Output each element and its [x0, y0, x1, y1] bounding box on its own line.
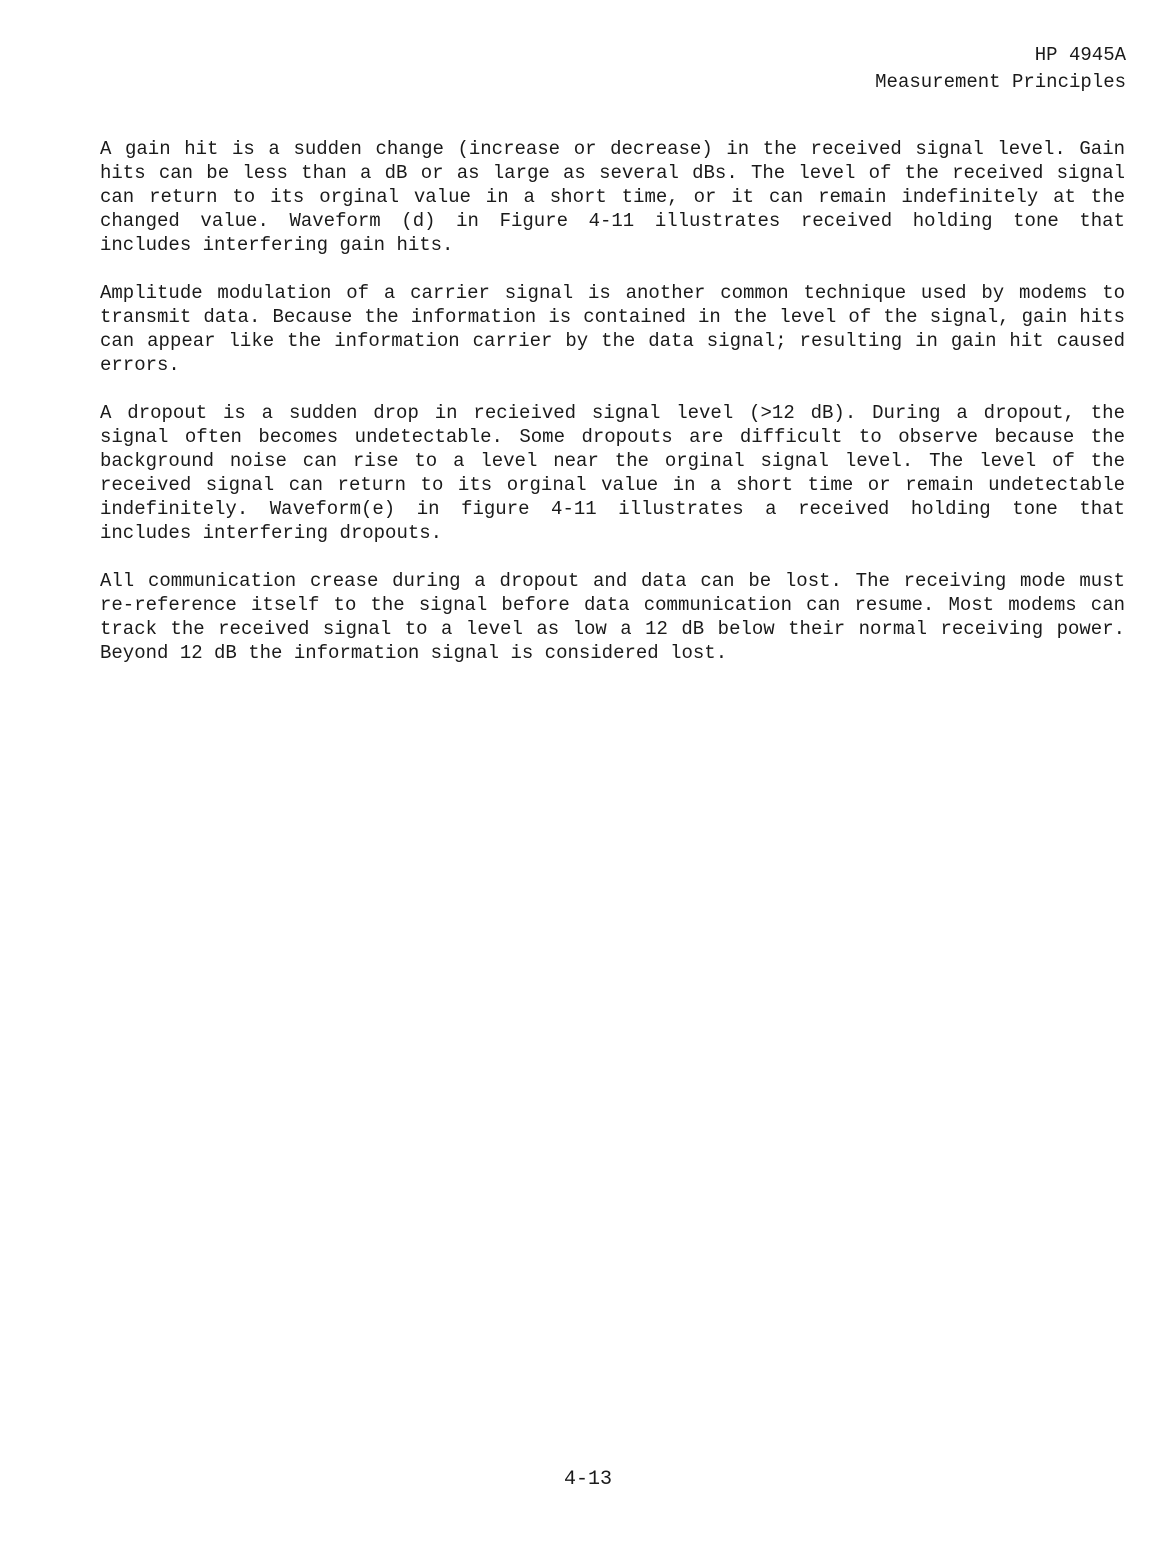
page-header — [875, 42, 1126, 96]
header-section: Measurement Principles — [875, 71, 1126, 93]
page-number: 4-13 — [563, 1468, 612, 1491]
header-model: HP 4945A — [1034, 44, 1126, 66]
paragraph-gain-hit: A gain hit is a sudden change (increase or decrease) in the received signal level. Gain hits can be less than a dB or as large as several dBs. The level of the received signal can return to its orginal value in a short time, or it can remain indefinitely at the changed value. Waveform (d) in Figure 4-11 illustrates received holding tone that includes interfering gain hits. — [100, 138, 1125, 256]
body-text — [100, 137, 1125, 689]
paragraph-communication-loss: All communication crease during a dropout and data can be lost. The receiving mode must re-reference itself to the signal before data communication can resume. Most modems can track the received signal to a level as low a 12 dB below their normal receiving power. Beyond 12 dB the information signal is considered lost. — [100, 570, 1125, 664]
paragraph-dropout: A dropout is a sudden drop in recieived signal level (>12 dB). During a dropout, the signal often becomes undetectable. Some dropouts are difficult to observe because the background noise can rise to a level near the orginal signal level. The level of the received signal can return to its orginal value in a short time or remain undetectable indefinitely. Waveform(e) in figure 4-11 illustrates a received holding tone that includes interfering dropouts. — [100, 402, 1125, 544]
paragraph-amplitude-modulation: Amplitude modulation of a carrier signal is another common technique used by modems to transmit data. Because the information is contained in the level of the signal, gain hits can appear like the information carrier by the data signal; resulting in gain hit caused errors. — [100, 282, 1125, 376]
